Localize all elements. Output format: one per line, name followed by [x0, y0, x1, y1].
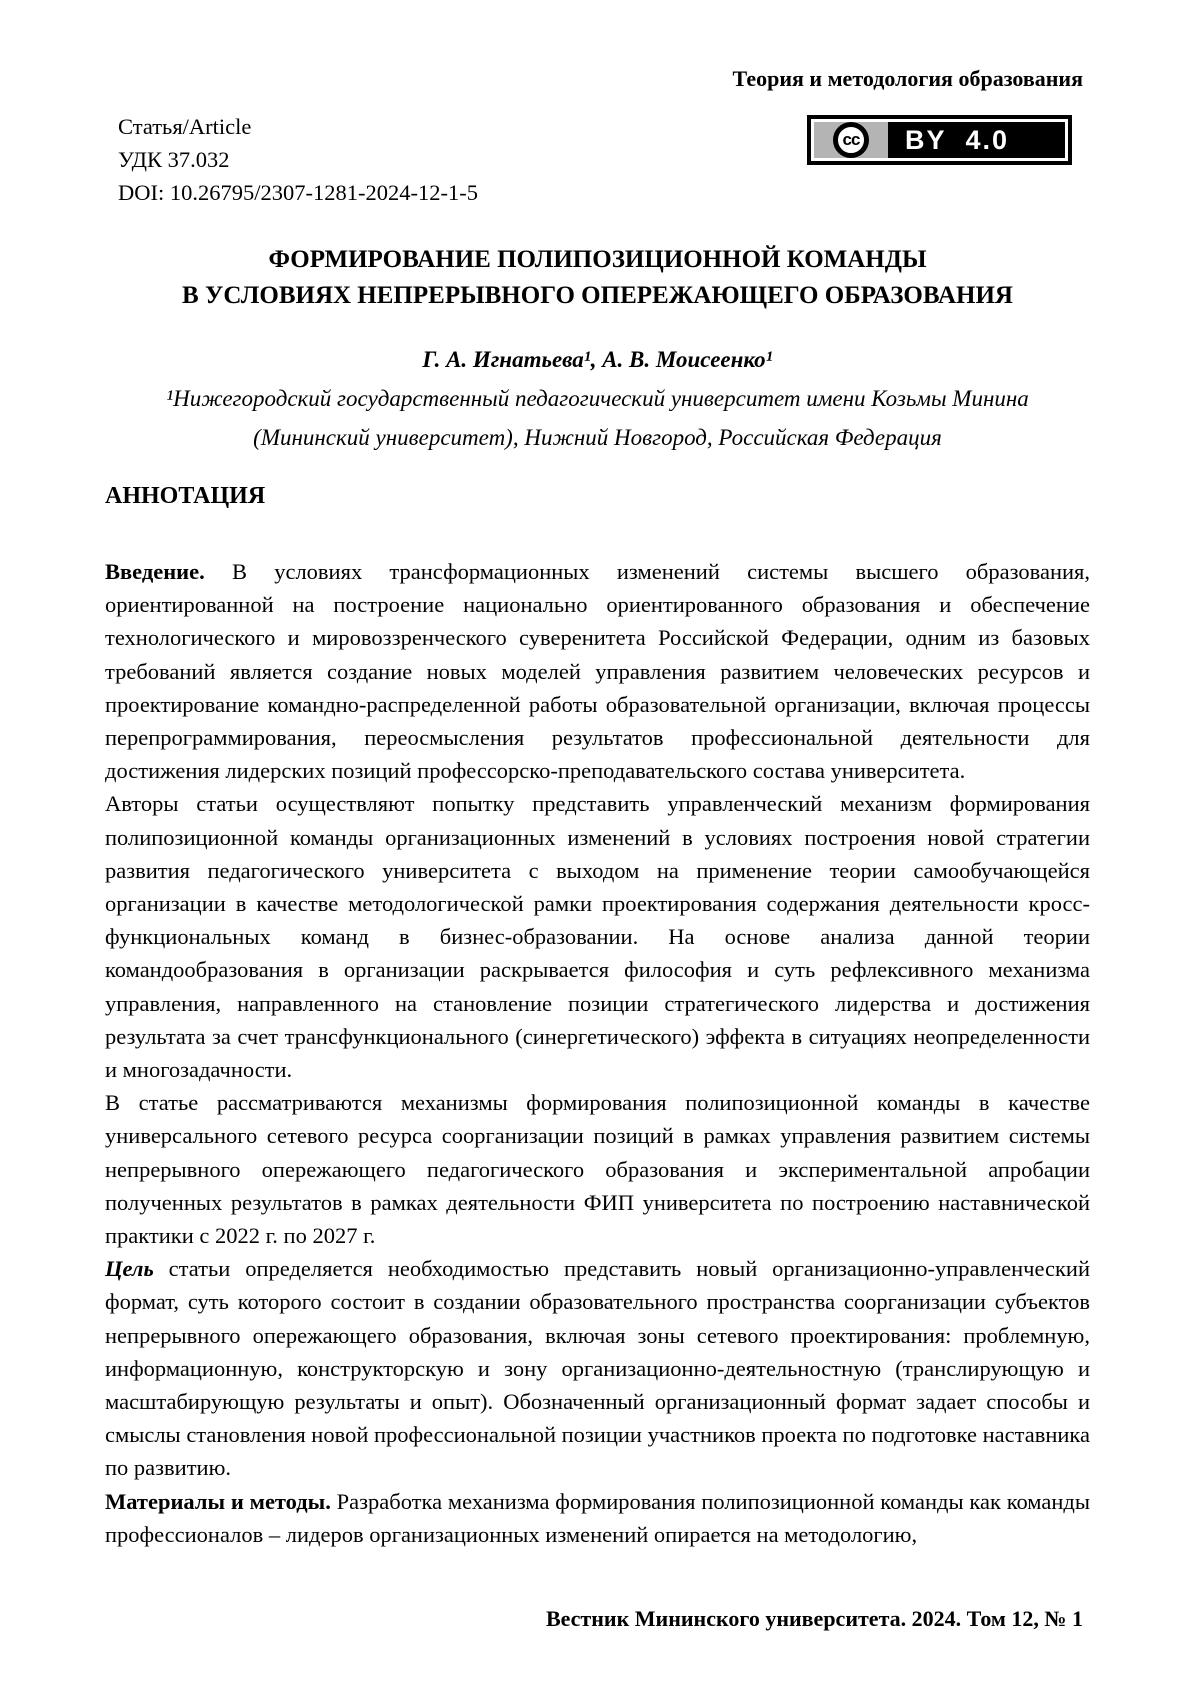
paragraph-lead: Цель — [105, 1256, 154, 1282]
article-meta-row — [105, 110, 1090, 209]
abstract-paragraph-goal — [105, 1252, 1090, 1484]
abstract-paragraph-mechanisms — [105, 1086, 1090, 1252]
paragraph-text: Авторы статьи осуществляют попытку представить управленческий механизм формирования полипозиционной команды организационных изменений в условиях построения новой стратегии развития педагогического университета с выходом на применение теории самообучающейся организации в качестве методологической рамки проектирования содержания деятельности кросс-функциональных команд в бизнес-образовании. На основе анализа данной теории командообразования в организации раскрывается философия и суть рефлексивного механизма управления, направленного на становление позиции стратегического лидерства и достижения результата за счет трансфункционального (синергетического) эффекта в ситуациях неопределенности и многозадачности. — [105, 791, 1090, 1083]
cc-badge-frame — [811, 119, 1068, 161]
cc-logo-panel — [814, 122, 888, 158]
abstract-paragraph-authors-attempt — [105, 787, 1090, 1086]
abstract-paragraph-introduction — [105, 555, 1090, 787]
affiliation-block — [105, 379, 1090, 457]
abstract-paragraph-methods — [105, 1485, 1090, 1551]
abstract-heading: АННОТАЦИЯ — [105, 483, 266, 509]
abstract-body — [105, 555, 1090, 1551]
journal-section-header: Теория и методология образования — [732, 66, 1083, 91]
article-meta — [118, 110, 478, 209]
paragraph-lead: Материалы и методы. — [105, 1488, 331, 1514]
article-title-line1: ФОРМИРОВАНИЕ ПОЛИПОЗИЦИОННОЙ КОМАНДЫ — [268, 246, 927, 273]
paragraph-text: В статье рассматриваются механизмы формирования полипозиционной команды в качестве универсального сетевого ресурса соорганизации позиций в рамках управления развитием системы непрерывного опережающего педагогического образования и экспериментальной апробации полученных результатов в рамках деятельности ФИП университета по построению наставнической практики с 2022 г. по 2027 г. — [105, 1090, 1090, 1249]
paragraph-lead: Введение. — [105, 559, 205, 584]
journal-footer: Вестник Мининского университета. 2024. Том 12, № 1 — [545, 1606, 1083, 1631]
affiliation-line1: ¹Нижегородский государственный педагогический университет имени Козьмы Минина — [166, 386, 1029, 411]
udc-code: УДК 37.032 — [118, 147, 230, 172]
paragraph-text: Разработка механизма формирования полипозиционной команды как команды профессионалов – лидеров организационных изменений опирается на методологию, — [105, 1488, 1090, 1547]
affiliation-line2: (Мининский университет), Нижний Новгород, Российская Федерация — [253, 425, 942, 450]
article-title — [105, 242, 1090, 314]
cc-by-license-badge[interactable] — [807, 115, 1072, 165]
paragraph-text: В условиях трансформационных изменений системы высшего образования, ориентированной на построение национально ориентированного образования и обеспечение технологического и мировоззренческого суверенитета Российской Федерации, одним из базовых требований является создание новых моделей управления развитием человеческих ресурсов и проектирование командно-распределенной работы образовательной организации, включая процессы перепрограммирования, переосмысления результатов профессиональной деятельности для достижения лидерских позиций профессорско-преподавательского состава университета. — [105, 559, 1090, 784]
article-type-label: Статья/Article — [118, 114, 252, 139]
cc-icon-letters: cc — [842, 130, 860, 149]
article-title-line2: В УСЛОВИЯХ НЕПРЕРЫВНОГО ОПЕРЕЖАЮЩЕГО ОБРАЗОВАНИЯ — [182, 282, 1013, 309]
paragraph-text: статьи определяется необходимостью представить новый организационно-управленческий формат, суть которого состоит в создании образовательного пространства соорганизации субъектов непрерывного опережающего образования, включая зоны сетевого проектирования: проблемную, информационную, конструкторскую и зону организационно-деятельностную (транслирующую и масштабирующую результаты и опыт). Обозначенный организационный формат задает способы и смыслы становления новой профессиональной позиции участников проекта по подготовке наставника по развитию. — [105, 1256, 1090, 1481]
license-version-label: BY 4.0 — [905, 124, 1010, 155]
authors-line: Г. А. Игнатьева¹, А. В. Моисеенко¹ — [422, 347, 773, 372]
cc-icon — [833, 122, 869, 158]
doi-label: DOI: 10.26795/2307-1281-2024-12-1-5 — [118, 180, 478, 205]
